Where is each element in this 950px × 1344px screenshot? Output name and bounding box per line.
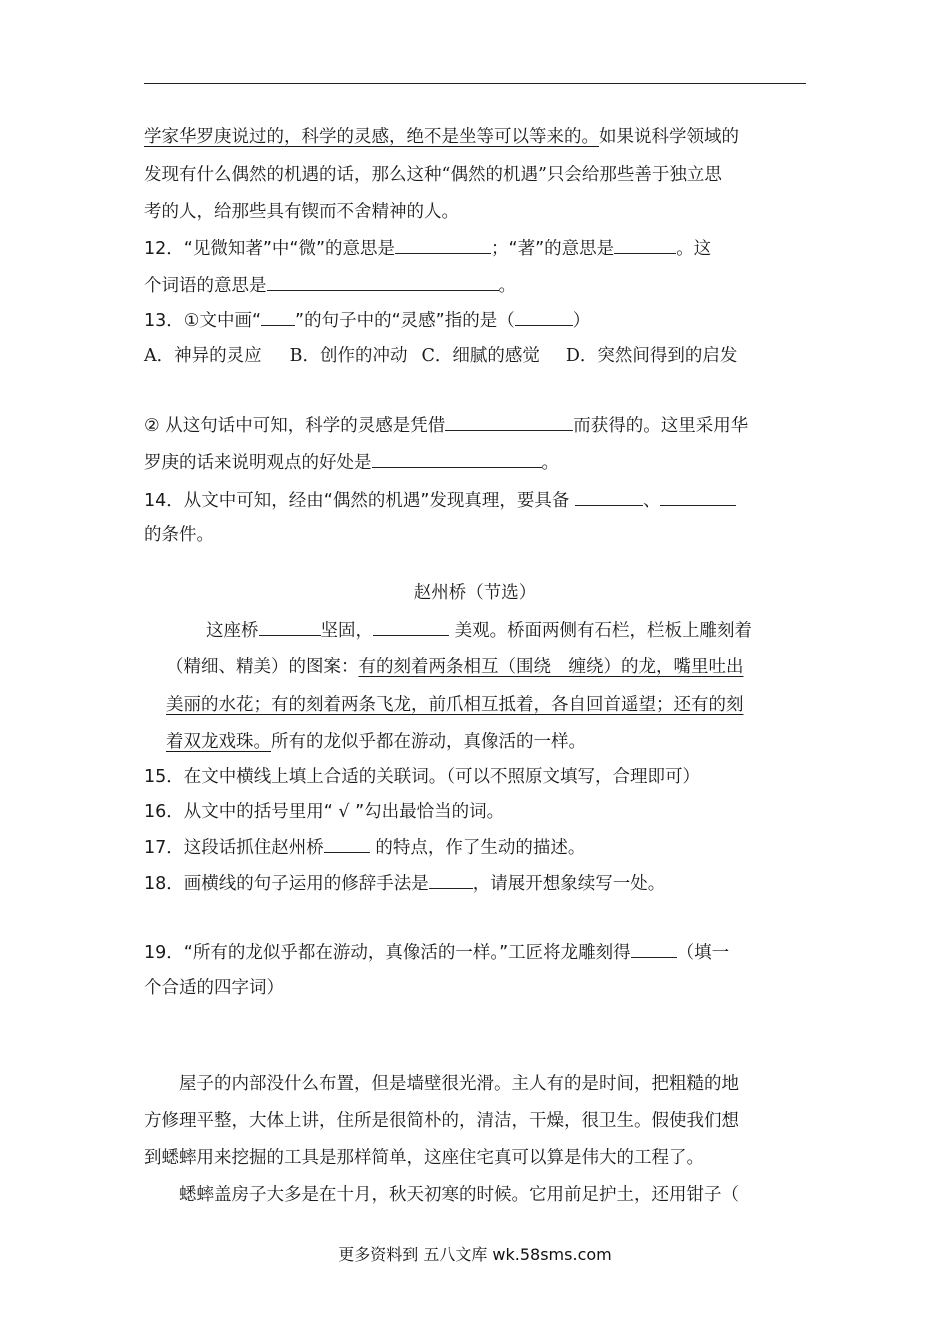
answer-blank[interactable] — [660, 487, 736, 506]
question-15: 15．在文中横线上填上合适的关联词。（可以不照原文填写，合理即可） — [144, 767, 701, 787]
q14-text-1: 14．从文中可知，经由“偶然的机遇”发现真理，要具备 — [144, 491, 575, 511]
q12-text-2: ；“著”的意思是 — [491, 239, 615, 259]
answer-blank[interactable] — [631, 939, 677, 958]
passage-b-line-1 — [206, 617, 752, 644]
question-13-options — [144, 343, 737, 369]
question-14-line-2: 的条件。 — [144, 525, 214, 545]
question-17 — [144, 834, 585, 861]
answer-blank[interactable] — [267, 272, 499, 291]
answer-blank[interactable] — [324, 834, 370, 853]
q13-text-3: ） — [572, 311, 591, 331]
passage-b-line-4 — [166, 729, 586, 755]
question-13-sub-2-line-2 — [144, 449, 559, 476]
passage-a-line-1-rest: 如果说科学领域的 — [599, 127, 739, 147]
passage-a-line-2: 发现有什么偶然的机遇的话，那么这种“偶然的机遇”只会给那些善于独立思 — [144, 165, 722, 185]
q12-text-4: 个词语的意思是 — [144, 276, 267, 296]
answer-blank[interactable] — [372, 449, 542, 468]
passage-c-line-2: 方修理平整，大体上讲，住所是很简朴的，清洁，干燥，很卫生。假使我们想 — [144, 1111, 739, 1131]
option-d[interactable]: D．突然间得到的启发 — [565, 346, 738, 366]
underlined-sentence: 美丽的水花；有的刻着两条飞龙，前爪相互抵着，各自回首遥望；还有的刻 — [166, 695, 744, 715]
passage-b-text-1: 这座桥 — [206, 621, 259, 641]
question-12-line-1 — [144, 235, 711, 262]
answer-blank[interactable] — [515, 307, 573, 326]
underlined-sentence: 有的刻着两条相互（围绕 缠绕）的龙，嘴里吐出 — [358, 657, 744, 677]
q13-sub2-text-4: 。 — [541, 453, 559, 473]
answer-blank[interactable] — [261, 307, 295, 326]
option-b[interactable]: B．创作的冲动 — [289, 346, 408, 366]
passage-a-line-1 — [144, 124, 739, 150]
passage-c-line-4: 蟋蟀盖房子大多是在十月，秋天初寒的时候。它用前足护土，还用钳子（ — [179, 1185, 739, 1205]
q13-text-1: 13．①文中画“ — [144, 311, 262, 331]
underlined-sentence: 着双龙戏珠。 — [166, 732, 271, 752]
q13-text-2: ”的句子中的“灵感”指的是（ — [295, 311, 515, 331]
answer-blank[interactable] — [373, 617, 449, 636]
passage-a-line-3: 考的人，给那些具有锲而不舍精神的人。 — [144, 202, 459, 222]
question-18 — [144, 870, 665, 897]
q13-sub2-text-3: 罗庚的话来说明观点的好处是 — [144, 453, 372, 473]
q12-text-5: 。 — [498, 276, 516, 296]
passage-b-line-2 — [166, 654, 744, 680]
question-14-line-1 — [144, 487, 736, 514]
q13-sub2-text-1: ② 从这句话中可知，科学的灵感是凭借 — [144, 416, 446, 436]
answer-blank[interactable] — [429, 870, 473, 889]
passage-b-text-3: 美观。桥面两侧有石栏，栏板上雕刻着 — [449, 621, 753, 641]
underlined-sentence: 学家华罗庚说过的，科学的灵感，绝不是坐等可以等来的。 — [144, 127, 599, 147]
passage-b-text-5: 所有的龙似乎都在游动，真像活的一样。 — [271, 732, 586, 752]
answer-blank[interactable] — [259, 617, 321, 636]
q18-text-2: ，请展开想象续写一处。 — [472, 874, 666, 894]
header-rule — [144, 83, 806, 84]
passage-b-line-3 — [166, 692, 744, 718]
answer-blank[interactable] — [614, 235, 676, 254]
q19-text-2: （填一 — [676, 943, 730, 963]
q12-text-3: 。这 — [676, 239, 712, 259]
passage-b-title: 赵州桥（节选） — [413, 583, 537, 603]
q12-text-1: 12．“见微知著”中“微”的意思是 — [144, 239, 396, 259]
question-16: 16．从文中的括号里用“ √ ”勾出最恰当的词。 — [144, 802, 505, 822]
answer-blank[interactable] — [445, 412, 573, 431]
passage-c-line-3: 到蟋蟀用来挖掘的工具是那样简单，这座住宅真可以算是伟大的工程了。 — [144, 1148, 704, 1168]
q14-text-2: 、 — [642, 491, 661, 511]
question-19-line-1 — [144, 939, 729, 966]
question-19-line-2: 个合适的四字词） — [144, 978, 284, 998]
option-c[interactable]: C．细腻的感觉 — [421, 346, 540, 366]
page-footer: 更多资料到 五八文库 wk.58sms.com — [338, 1245, 612, 1264]
q13-sub2-text-2: 而获得的。这里采用华 — [573, 416, 749, 436]
passage-c-line-1: 屋子的内部没什么布置，但是墙壁很光滑。主人有的是时间，把粗糙的地 — [179, 1074, 739, 1094]
question-13-sub-2-line-1 — [144, 412, 748, 439]
q18-text-1: 18．画横线的句子运用的修辞手法是 — [144, 874, 429, 894]
option-a[interactable]: A．神异的灵应 — [144, 346, 262, 366]
question-13-line-1 — [144, 307, 590, 334]
question-12-line-2 — [144, 272, 516, 299]
q19-text-1: 19．“所有的龙似乎都在游动，真像活的一样。”工匠将龙雕刻得 — [144, 943, 631, 963]
answer-blank[interactable] — [395, 235, 491, 254]
passage-b-text-4: （精细、精美）的图案： — [166, 657, 359, 677]
passage-b-text-2: 坚固， — [320, 621, 373, 641]
q17-text-1: 17．这段话抓住赵州桥 — [144, 838, 324, 858]
answer-blank[interactable] — [575, 487, 643, 506]
q17-text-2: 的特点，作了生动的描述。 — [369, 838, 586, 858]
